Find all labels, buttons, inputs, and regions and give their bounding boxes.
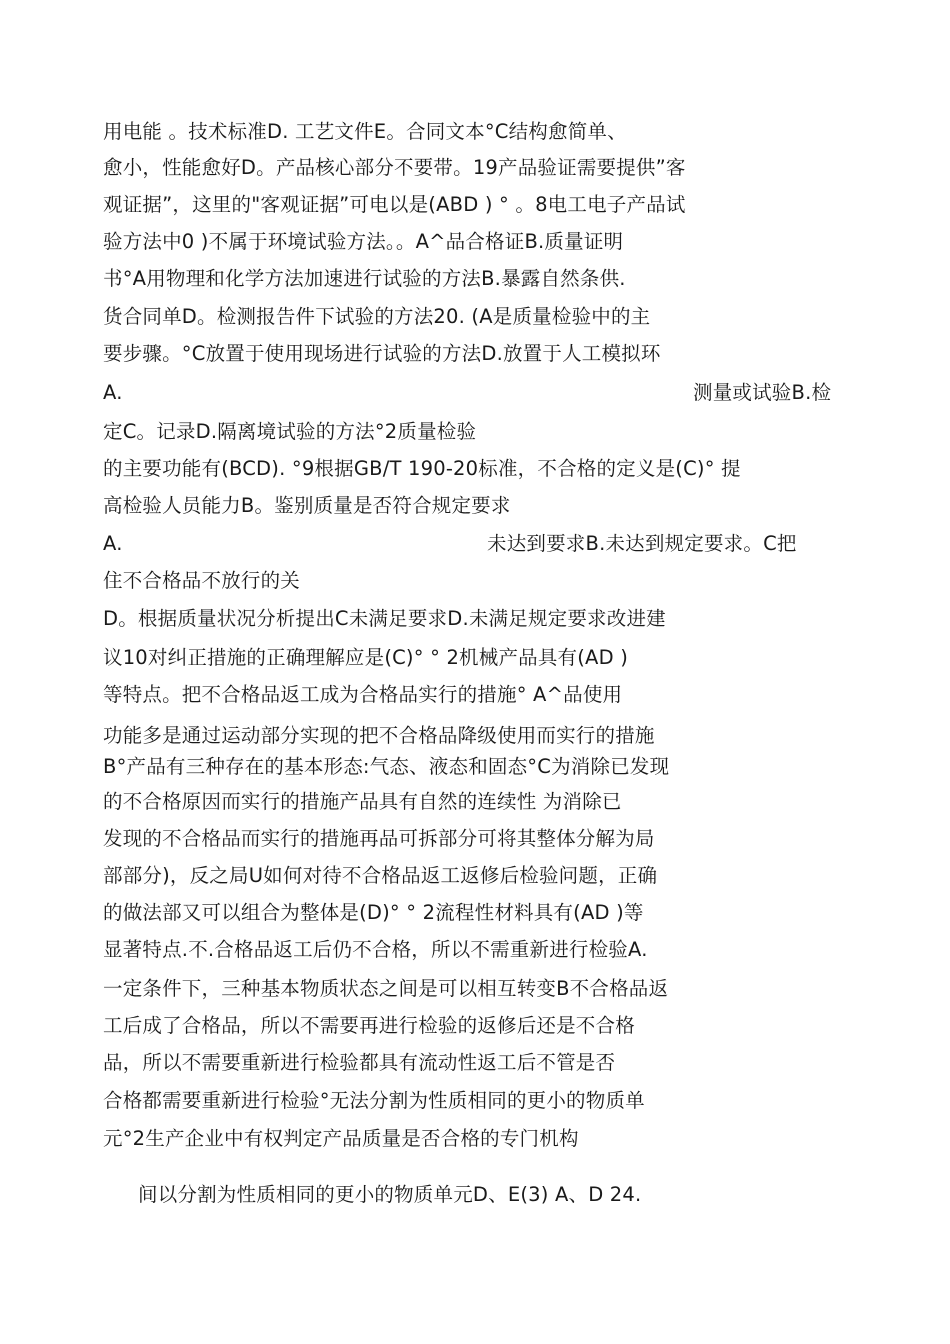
text-line-12-right: 未达到要求B.未达到规定要求。C把 [487,532,797,555]
text-line-12 [103,531,845,557]
text-line-18: B°产品有三种存在的基本形态:气态、液态和固态°C为消除已发现 [103,755,670,778]
text-line-27: 合格都需要重新进行检验°无法分割为性质相同的更小的物质单 [103,1089,645,1112]
text-line-7: 要步骤。°C放置于使用现场进行试验的方法D.放置于人工模拟环 [103,342,661,365]
text-line-12-left: A. [103,532,123,555]
text-line-1: 用电能 。技术标准D. 工艺文件E。合同文本°C结构愈简单、 [103,120,627,143]
text-line-24: 一定条件下，三种基本物质状态之间是可以相互转变B不合格品返 [103,977,669,1000]
text-line-9: 定C。记录D.隔离境试验的方法°2质量检验 [103,420,477,443]
text-line-4: 验方法中0 )不属于环境试验方法。。A^品合格证B.质量证明 [103,230,624,253]
text-line-16: 等特点。把不合格品返工成为合格品实行的措施° A^品使用 [103,683,623,706]
text-line-19: 的不合格原因而实行的措施产品具有自然的连续性 为消除已 [103,790,622,813]
text-line-8 [103,380,855,406]
text-line-28: 元°2生产企业中有权判定产品质量是否合格的专门机构 [103,1127,579,1150]
text-line-21: 部部分)，反之局U如何对待不合格品返工返修后检验问题，正确 [103,864,658,887]
text-line-26: 品，所以不需要重新进行检验都具有流动性返工后不管是否 [103,1051,616,1074]
text-line-22: 的做法部又可以组合为整体是(D)° ° 2流程性材料具有(AD )等 [103,901,644,924]
text-line-17: 功能多是通过运动部分实现的把不合格品降级使用而实行的措施 [103,724,655,747]
text-line-3: 观证据”，这里的"客观证据”可电以是(ABD ) ° 。8电工电子产品试 [103,193,686,216]
text-line-14: D。根据质量状况分析提出C未满足要求D.未满足规定要求改进建 [103,607,666,630]
text-line-10: 的主要功能有(BCD). °9根据GB/T 190-20标准，不合格的定义是(C)° 提 [103,457,741,480]
text-line-23: 显著特点.不.合格品返工后仍不合格，所以不需重新进行检验A. [103,938,648,961]
text-line-2: 愈小，性能愈好D。产品核心部分不要带。19产品验证需要提供”客 [103,156,686,179]
text-line-29: 间以分割为性质相同的更小的物质单元D、E(3) A、D 24. [138,1183,642,1206]
text-line-13: 住不合格品不放行的关 [103,569,301,592]
text-line-8-left: A. [103,381,123,404]
text-line-5: 书°A用物理和化学方法加速进行试验的方法B.暴露自然条供. [103,267,626,290]
text-line-25: 工后成了合格品，所以不需要再进行检验的返修后还是不合格 [103,1014,635,1037]
text-line-20: 发现的不合格品而实行的措施再品可拆部分可将其整体分解为局 [103,827,655,850]
text-line-8-right: 测量或试验B.检 [693,381,832,404]
text-line-11: 高检验人员能力B。鉴别质量是否符合规定要求 [103,494,511,517]
text-line-6: 货合同单D。检测报告件下试验的方法20. (A是质量检验中的主 [103,305,651,328]
text-line-15: 议10对纠正措施的正确理解应是(C)° ° 2机械产品具有(AD ) [103,646,629,669]
